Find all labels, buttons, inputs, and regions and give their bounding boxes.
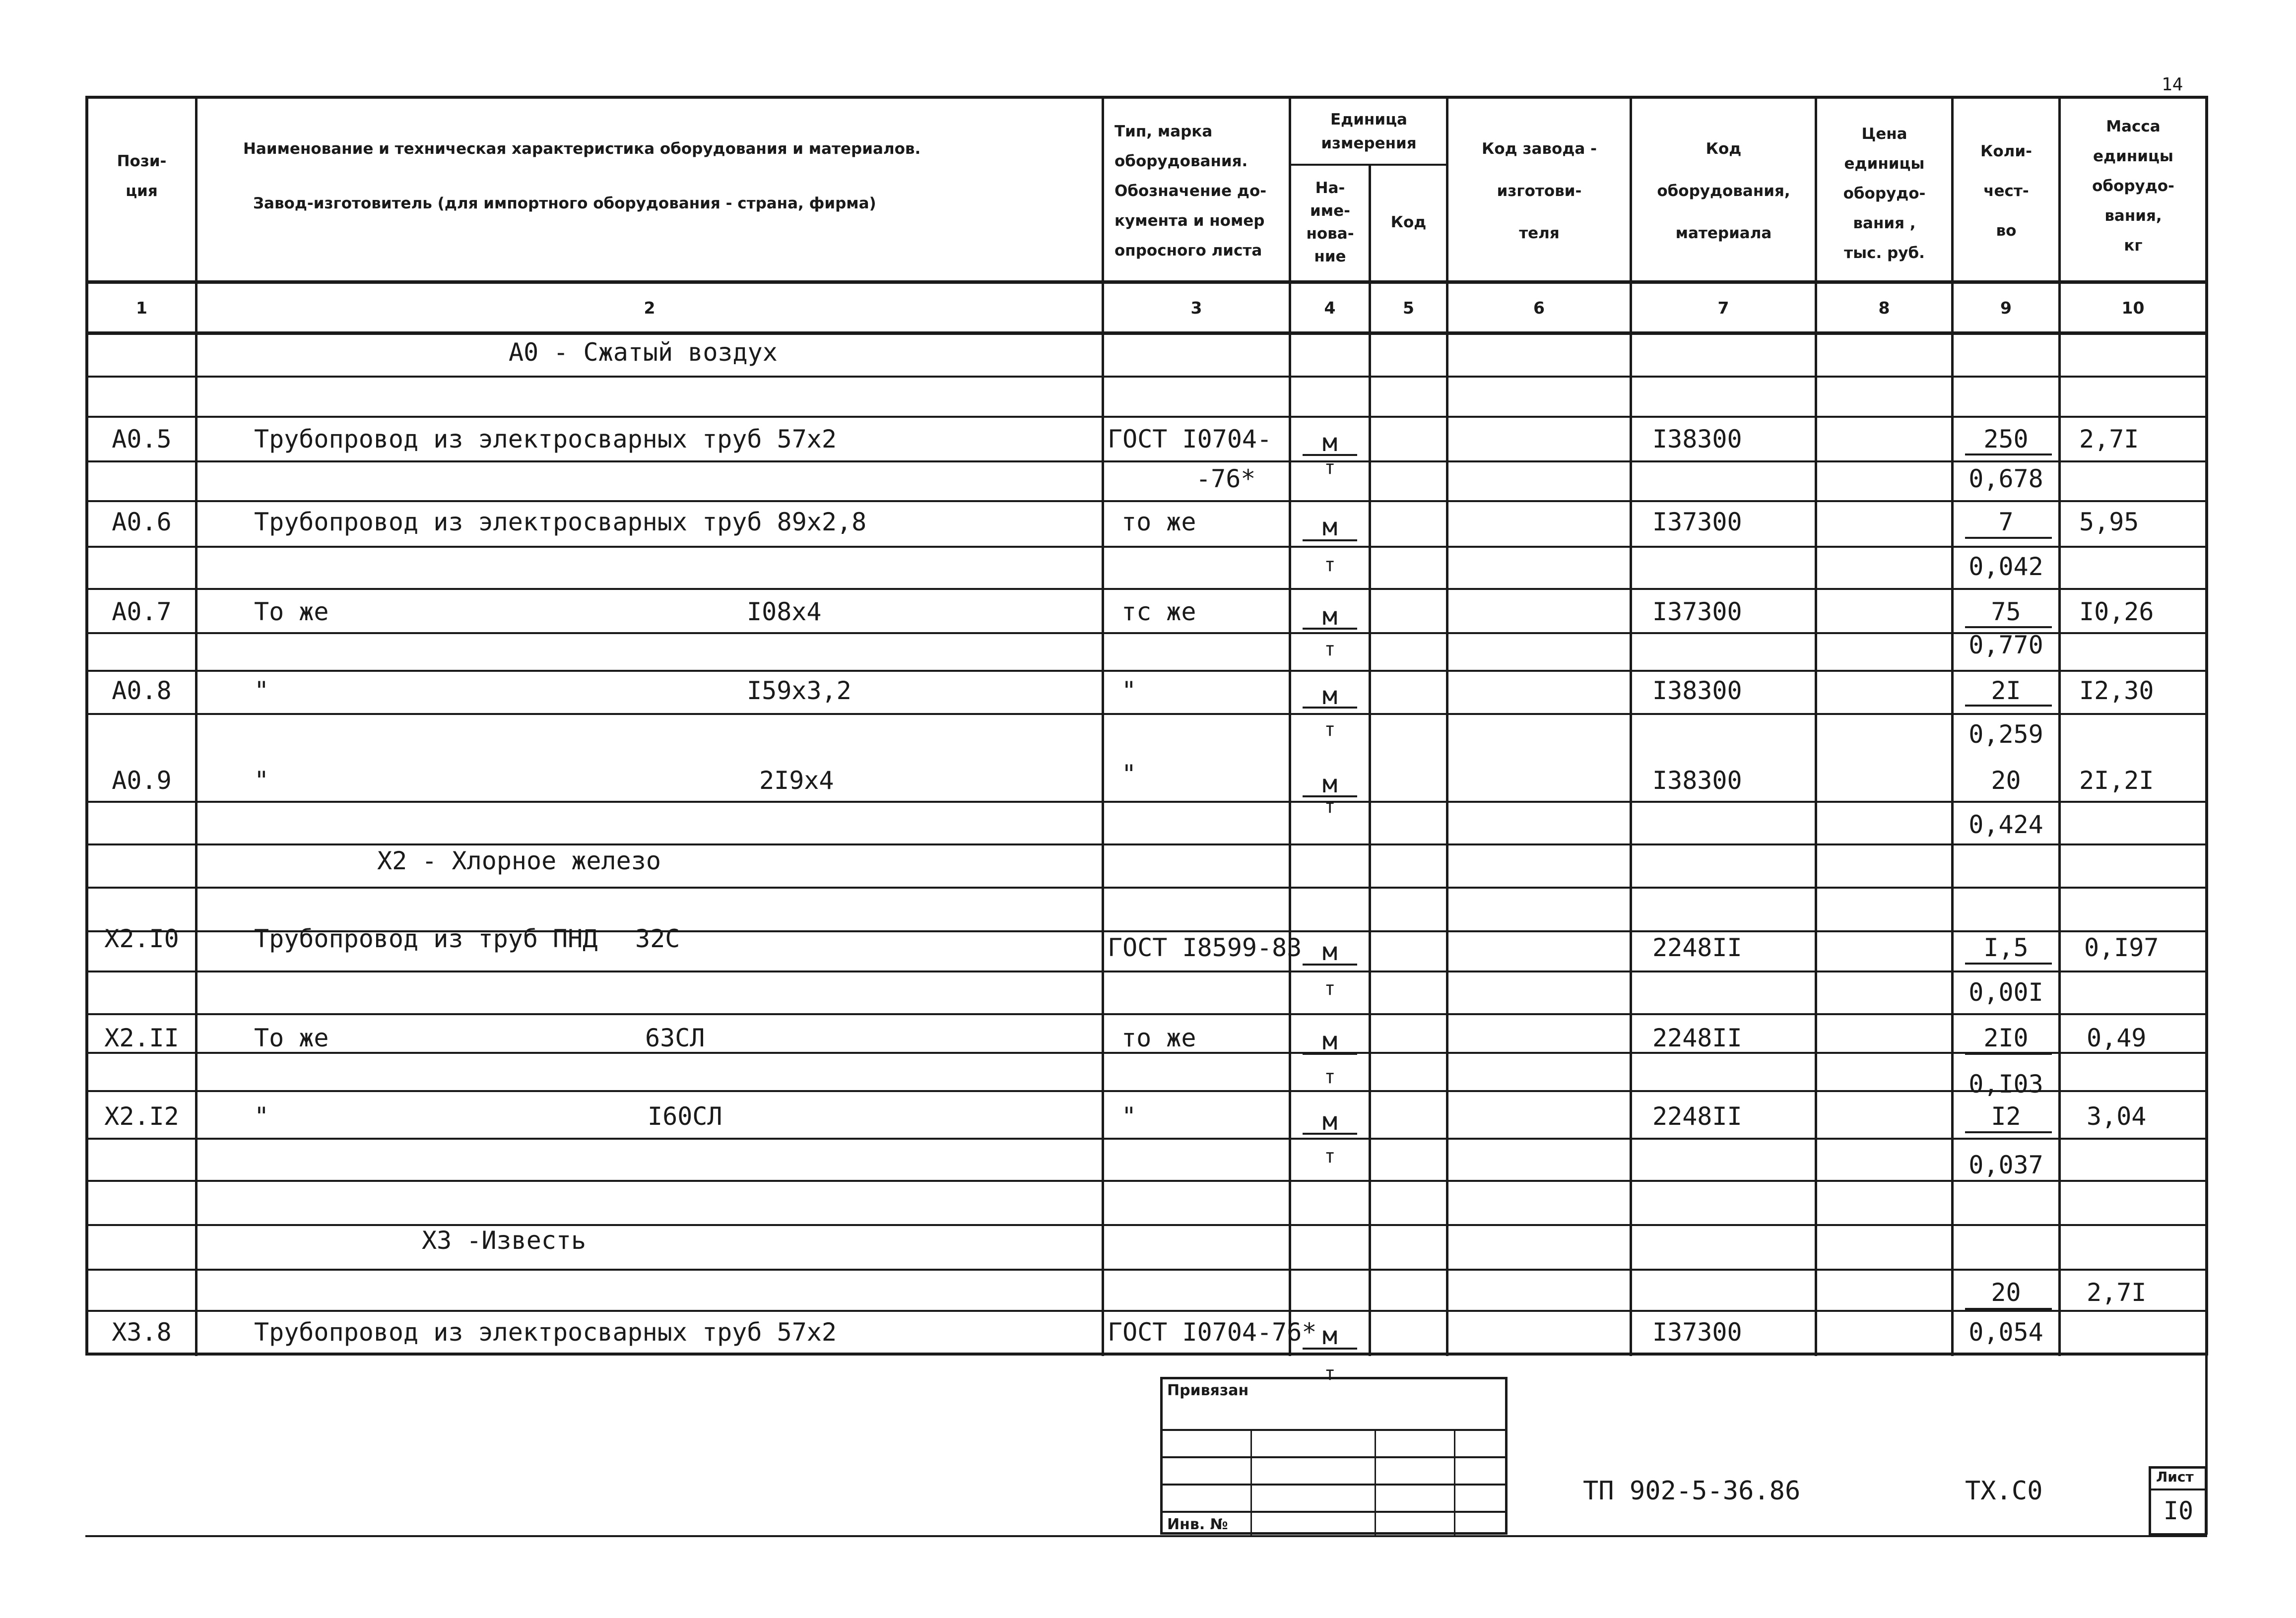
row-name: Трубопровод из электросварных труб 57х2 [254,1318,837,1347]
row-quantity: I2 [1991,1102,2021,1131]
row-document: тс же [1121,597,1196,626]
row-code: 2248II [1652,1102,1742,1131]
unit-t: т [1324,554,1336,576]
header-price-line: единицы [1844,155,1925,173]
row-position: А0.8 [112,676,172,705]
header-unit-name-line: нова- [1306,224,1354,243]
row-position: А0.9 [112,766,172,795]
unit-t: т [1324,638,1336,660]
section-title-a0: А0 - Сжатый воздух [509,338,778,367]
row-position: А0.6 [112,508,172,536]
row-document: " [1121,1102,1137,1131]
unit-t: т [1324,718,1336,740]
row-mass: 2I,2I [2079,766,2154,795]
row-mass: 0,I97 [2084,933,2159,962]
stamp-inventory-label: Инв. № [1167,1516,1228,1533]
document-mark: ТХ.С0 [1965,1476,2043,1506]
unit-t: т [1324,1362,1336,1384]
row-code: I38300 [1652,766,1742,795]
sheet-number: I0 [2163,1496,2194,1525]
quantity-fraction-bar [1965,537,2052,539]
row-name: То же [254,1024,329,1052]
header-unit-code-text: Код [1390,213,1427,231]
row-mass: 5,95 [2079,508,2139,536]
col-number: 8 [1878,298,1890,318]
row-code: I37300 [1652,597,1742,626]
header-type-line: оборудования. [1115,152,1248,170]
header-unit-code [1371,166,1446,278]
header-unit-name-line: име- [1310,201,1350,220]
header-mass-line: кг [2124,237,2143,255]
quantity-fraction-bar [1965,453,2052,455]
col-number: 3 [1190,298,1202,318]
row-line [85,713,2208,715]
row-quantity-t: 0,I03 [1968,1070,2043,1099]
header-name-line2 [198,189,1102,218]
row-name: " [254,766,269,795]
row-quantity: 250 [1983,425,2029,453]
header-price-line: оборудо- [1843,185,1926,202]
header-type-line: Обозначение до- [1115,182,1267,200]
right-border [2205,96,2208,1535]
bottom-border [85,1535,2207,1537]
header-plant-line: изготови- [1497,182,1582,200]
row-line [85,1013,2208,1015]
corner-mark: 14 [2162,74,2183,95]
row-line [85,1310,2208,1312]
row-mass: 2,7I [2079,425,2139,453]
header-name-line1 [198,134,1102,164]
header-unit-name [1292,166,1369,278]
quantity-fraction-bar [1965,963,2052,965]
row-code: 2248II [1652,933,1742,962]
col-divider-4 [1369,164,1371,1356]
row-quantity: I,5 [1983,933,2029,962]
header-quantity-line: во [1996,222,2017,240]
row-line [85,632,2208,634]
row-quantity: 7 [1998,508,2014,536]
header-unit-name-line: На- [1315,179,1345,197]
row-line [85,376,2208,378]
quantity-fraction-bar [1965,1053,2052,1055]
unit-m: м [1322,937,1338,966]
section-title-x2: Х2 - Хлорное железо [377,846,661,875]
row-name: Трубопровод из электросварных труб 89х2,8 [254,508,867,536]
row-name: Трубопровод из электросварных труб 57х2 [254,425,837,453]
unit-t: т [1324,795,1336,817]
row-document-cont: -76* [1196,464,1256,493]
unit-m: м [1322,770,1338,798]
sheet-number-divider [2149,1489,2207,1490]
row-code: 2248II [1652,1024,1742,1052]
unit-t: т [1324,456,1336,478]
row-size: 32С [635,924,680,953]
header-unit-group [1292,102,1446,161]
header-equipment-line: Код [1706,139,1742,158]
row-line [85,500,2208,502]
row-quantity-t: 0,00I [1968,978,2043,1007]
unit-m: м [1322,1107,1338,1136]
row-mass: I2,30 [2079,676,2154,705]
unit-m: м [1322,428,1338,457]
header-mass-line: вания, [2104,207,2162,225]
header-mass-line: оборудо- [2092,177,2174,195]
quantity-fraction-bar [1965,1131,2052,1133]
section-title-x3: Х3 -Известь [422,1226,587,1255]
header-unit-line: измерения [1321,134,1417,152]
header-position-text: Пози-ция [117,152,167,200]
header-plant-line: Код завода - [1482,139,1597,158]
header-position [88,139,195,213]
unit-t: т [1324,1066,1336,1088]
unit-group-divider [1289,164,1447,166]
header-name-text-2: Завод-изготовитель (для импортного оборудования - страна, фирма) [253,194,876,212]
row-line [85,843,2208,845]
row-code: I37300 [1652,1318,1742,1347]
row-mass: 0,49 [2087,1024,2147,1052]
col-number: 4 [1324,298,1336,318]
row-position: Х2.I0 [104,924,179,953]
row-name: Трубопровод из труб ПНД [254,924,598,953]
row-line [85,670,2208,672]
unit-fraction-bar [1303,628,1357,630]
unit-t: т [1324,1145,1336,1167]
row-quantity-t: 0,424 [1968,810,2043,839]
row-size: I60СЛ [648,1102,722,1131]
row-line [85,801,2208,803]
col-number: 7 [1717,298,1729,318]
row-code: I37300 [1652,508,1742,536]
row-line [85,1138,2208,1140]
quantity-fraction-bar [1965,1308,2052,1310]
unit-fraction-bar [1303,964,1357,966]
col-number: 5 [1403,298,1414,318]
quantity-fraction-bar [1965,626,2052,628]
stamp-attached-label: Привязан [1167,1382,1249,1399]
row-name: То же [254,597,329,626]
row-quantity-t: 0,037 [1968,1151,2043,1179]
header-unit-line: Единица [1330,111,1407,129]
col-number: 1 [136,298,147,318]
header-name-text-1: Наименование и техническая характеристика оборудования и материалов. [243,140,921,158]
row-name: " [254,676,269,705]
row-line [85,1269,2208,1271]
row-size: I08х4 [747,597,822,626]
header-price-line: тыс. руб. [1844,244,1925,262]
header-type-line: опросного листа [1115,242,1262,259]
row-line [85,588,2208,590]
unit-fraction-bar [1303,1348,1357,1350]
quantity-fraction-bar [1965,705,2052,707]
stamp-line [1160,1484,1508,1486]
header-quantity [1954,124,2058,258]
row-quantity: 2I0 [1983,1024,2029,1052]
row-line [85,546,2208,548]
row-code: I38300 [1652,425,1742,453]
row-document: ГОСТ I0704- [1108,425,1272,453]
row-mass: I0,26 [2079,597,2154,626]
header-bottom-line [85,280,2208,284]
row-line [85,416,2208,418]
col-number: 10 [2121,298,2145,318]
stamp-line [1160,1511,1508,1513]
row-mass: 3,04 [2087,1102,2147,1131]
row-line [85,1224,2208,1226]
unit-m: м [1322,602,1338,631]
col-number: 6 [1533,298,1545,318]
header-plant-line: теля [1519,224,1560,242]
row-quantity-t: 0,054 [1968,1318,2043,1347]
row-quantity: 2I [1991,676,2021,705]
row-line [85,1180,2208,1182]
stamp-line [1160,1429,1508,1431]
header-mass [2061,107,2205,265]
numbers-bottom-line [85,331,2208,335]
unit-fraction-bar [1303,1133,1357,1135]
row-position: А0.5 [112,425,172,453]
row-code: I38300 [1652,676,1742,705]
document-code: ТП 902-5-36.86 [1583,1476,1801,1506]
row-quantity-t: 0,678 [1968,464,2043,493]
row-position: Х2.I2 [104,1102,179,1131]
header-price-line: вания , [1853,214,1916,232]
row-document: " [1121,760,1137,788]
sheet-label: Лист [2156,1469,2194,1485]
col-number: 9 [2000,298,2012,318]
row-document: " [1121,676,1137,705]
header-price-line: Цена [1861,125,1907,143]
header-quantity-line: Коли- [1980,142,2032,160]
row-line [85,1090,2208,1092]
row-document: ГОСТ I0704-76* [1108,1318,1317,1347]
unit-fraction-bar [1303,1053,1357,1055]
header-equipment-code [1633,119,1815,263]
unit-m: м [1322,513,1338,541]
header-equipment-line: оборудования, [1657,182,1790,200]
row-line [85,460,2208,462]
stamp-line [1160,1456,1508,1458]
row-document: то же [1121,1024,1196,1052]
header-mass-line: Масса [2106,118,2161,135]
row-line [85,971,2208,972]
header-type-line: Тип, марка [1115,123,1213,140]
row-quantity: 75 [1991,597,2021,626]
unit-t: т [1324,977,1336,999]
row-size: I59х3,2 [747,676,852,705]
unit-m: м [1322,1027,1338,1055]
row-quantity: 20 [1991,766,2021,795]
stamp-col [1375,1429,1376,1536]
unit-fraction-bar [1303,539,1357,541]
row-position: Х3.8 [112,1318,172,1347]
row-mass: 2,7I [2087,1278,2147,1307]
row-document: ГОСТ I8599-83 [1108,933,1302,962]
header-unit-name-line: ние [1314,247,1346,265]
col-number: 2 [644,298,656,318]
row-document: то же [1121,508,1196,536]
header-quantity-line: чест- [1983,182,2029,200]
row-quantity-t: 0,042 [1968,552,2043,581]
row-position: Х2.II [104,1024,179,1052]
row-quantity: 20 [1991,1278,2021,1307]
header-type [1105,107,1288,275]
row-quantity-t: 0,259 [1968,720,2043,749]
header-plant-code [1449,119,1630,263]
header-type-line: кумента и номер [1115,212,1265,230]
row-name: " [254,1102,269,1131]
row-quantity-t: 0,770 [1968,631,2043,659]
row-position: А0.7 [112,597,172,626]
header-mass-line: единицы [2093,147,2173,165]
header-equipment-line: материала [1675,224,1772,242]
row-size: 2I9х4 [759,766,834,795]
row-line [85,887,2208,889]
stamp-col [1250,1429,1252,1536]
row-size: 63СЛ [645,1024,705,1052]
stamp-col [1454,1429,1455,1536]
header-price [1818,114,1951,273]
unit-fraction-bar [1303,707,1357,709]
unit-m: м [1322,681,1338,710]
unit-m: м [1322,1321,1338,1350]
